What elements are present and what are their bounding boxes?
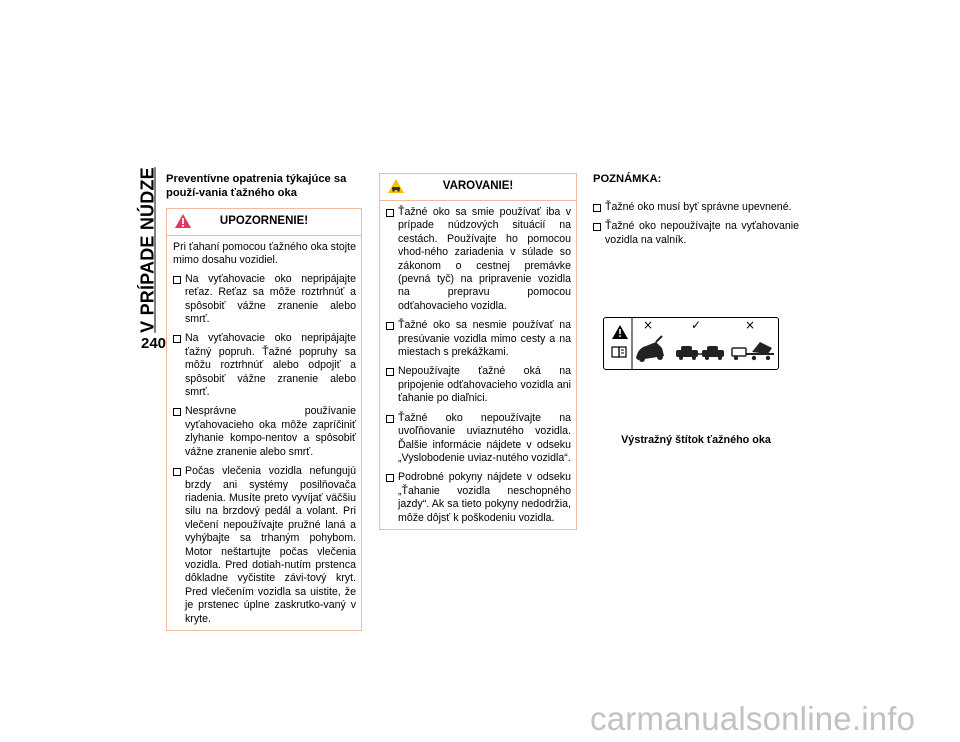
warning-body	[380, 201, 576, 529]
caution-box	[166, 208, 362, 631]
watermark: carmanualsonline.info	[590, 700, 916, 737]
warning-list	[386, 206, 571, 525]
warning-triangle-icon	[612, 325, 628, 339]
list-item: Nepoužívajte ťažné oká na pripojenie odťahovacieho vozidla ani ťahanie po diaľnici.	[386, 365, 571, 405]
column-right	[593, 173, 799, 247]
column-left	[166, 173, 362, 631]
list-item: Podrobné pokyny nájdete v odseku „Ťahanie vozidla neschopného jazdy“. Ak sa tieto pokyny nedodržia, môže dôjsť k poškodeniu vozidla.	[386, 471, 571, 525]
figure-mark-1: ×	[642, 318, 654, 332]
list-item: Ťažné oko nepoužívajte na vyťahovanie vozidla na valník.	[593, 220, 799, 247]
list-item: Ťažné oko sa smie používať iba v prípade núdzových situácií na cestách. Používajte ho pomocou vhod-ného zariadenia v súlade so zákonom o cestnej premávke (pevná tyč) na pripravenie vozidla na prepravu pomocou odťahovacieho vozidla.	[386, 206, 571, 313]
list-item: Na vyťahovacie oko nepripájajte ťažný popruh. Ťažné popruhy sa môžu roztrhnúť alebo odpojiť a spôsobiť vážne zranenie alebo smrť.	[173, 332, 356, 399]
list-item: Počas vlečenia vozidla nefungujú brzdy ani systémy posilňovača riadenia. Musíte preto vyvíjať väčšiu silu na brzdový pedál a volant. Pri vlečení nepoužívajte pružné laná a vyhýbajte sa trhaným pohybom. Motor neštartujte počas vlečenia vozidla. Pred dotiah-nutím prstenca dôkladne vyčistite závi-tový kryt. Pred vlečením vozidla sa uistite, že je prstenec úplne zaskrutko-vaný v kryte.	[173, 465, 356, 626]
warning-road-icon	[387, 178, 405, 198]
caution-intro: Pri ťahaní pomocou ťažného oka stojte mimo dosahu vozidiel.	[173, 241, 356, 267]
figure-caption: Výstražný štítok ťažného oka	[621, 434, 771, 446]
figure-mark-2: ✓	[690, 318, 702, 332]
tow-eye-warning-label	[603, 317, 779, 370]
column-middle	[379, 173, 577, 530]
list-item: Ťažné oko musí byť správne upevnené.	[593, 201, 799, 214]
manual-book-icon	[612, 347, 626, 357]
figure-mark-3: ×	[744, 318, 756, 332]
warning-header	[380, 174, 576, 201]
caution-triangle-icon	[174, 213, 192, 233]
car-towing-car-icon	[676, 346, 724, 360]
note-list	[593, 201, 799, 247]
section-tab-label: V PRÍPADE NÚDZE	[137, 167, 158, 333]
flatbed-loading-icon	[732, 342, 774, 360]
list-item: Ťažné oko nepoužívajte na uvoľňovanie uviaznutého vozidla. Ďalšie informácie nájdete v odseku „Vyslobodenie uviaz-nutého vozidla“.	[386, 412, 571, 466]
tow-truck-lifting-icon	[636, 336, 664, 362]
warning-title: VAROVANIE!	[442, 180, 514, 193]
note-title: POZNÁMKA:	[593, 173, 662, 185]
list-item: Ťažné oko sa nesmie používať na presúvanie vozidla mimo cesty a na miestach s prekážkami.	[386, 319, 571, 359]
list-item: Nesprávne používanie vyťahovacieho oka môže zapríčiniť zlyhanie kompo-nentov a spôsobiť vážne zranenie alebo smrť.	[173, 405, 356, 459]
list-item: Na vyťahovacie oko nepripájajte reťaz. Reťaz sa môže roztrhnúť a spôsobiť vážne zranenie alebo smrť.	[173, 273, 356, 327]
caution-body	[167, 236, 361, 630]
caution-list	[173, 273, 356, 626]
caution-title: UPOZORNENIE!	[219, 215, 309, 228]
warning-box	[379, 173, 577, 530]
page-number: 240	[141, 335, 167, 352]
caution-header	[167, 209, 361, 236]
section-tab	[134, 167, 162, 333]
section-heading: Preventívne opatrenia týkajúce sa použí-vania ťažného oka	[166, 173, 347, 199]
